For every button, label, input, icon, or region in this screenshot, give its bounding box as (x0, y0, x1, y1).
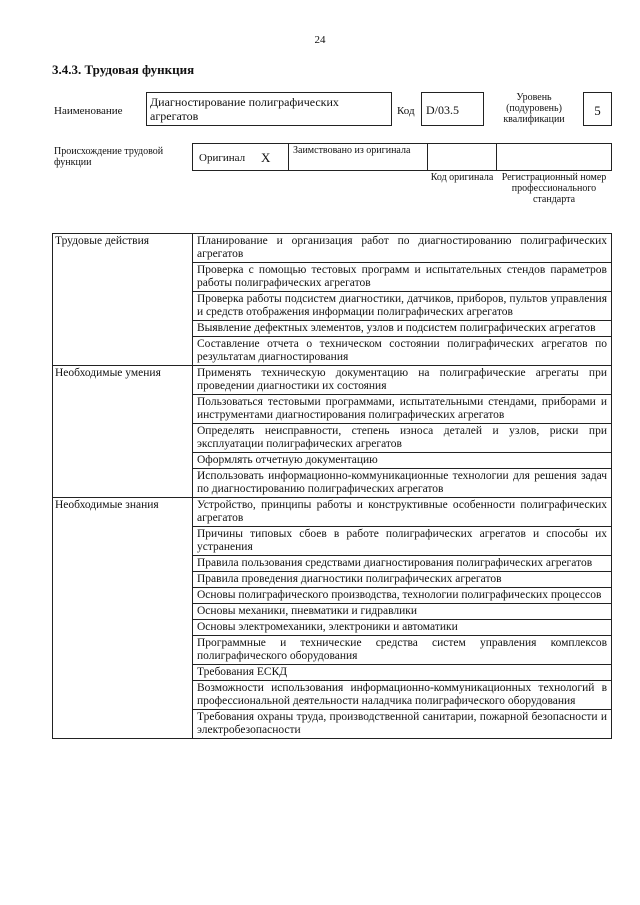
item-cell: Требования ЕСКД (193, 665, 612, 681)
item-cell: Правила проведения диагностики полиграфических агрегатов (193, 572, 612, 588)
table-row (53, 498, 612, 527)
name-value: Диагностирование полиграфических агрегатов (146, 92, 392, 126)
table-row (53, 366, 612, 395)
item-cell: Составление отчета о техническом состоянии полиграфических агрегатов по результатам диагностирования (193, 337, 612, 366)
item-cell: Программные и технические средства систем управления комплексов полиграфического оборудования (193, 636, 612, 665)
item-cell: Правила пользования средствами диагностирования полиграфических агрегатов (193, 556, 612, 572)
item-cell: Основы механики, пневматики и гидравлики (193, 604, 612, 620)
section-title: 3.4.3. Трудовая функция (52, 62, 195, 77)
item-cell: Пользоваться тестовыми программами, испытательными стендами, приборами и инструментами диагностирования полиграфических агрегатов (193, 395, 612, 424)
item-cell: Проверка работы подсистем диагностики, датчиков, приборов, пультов управления и средств отображения информации полиграфических агрегатов (193, 292, 612, 321)
category-cell: Необходимые знания (53, 498, 193, 739)
item-cell: Оформлять отчетную документацию (193, 453, 612, 469)
reg-num-cell (496, 143, 612, 171)
code-orig-cell (427, 143, 497, 171)
item-cell: Проверка с помощью тестовых программ и испытательных стендов параметров работы полиграфических агрегатов (193, 263, 612, 292)
original-cell (192, 143, 289, 171)
original-label: Оригинал (199, 152, 246, 164)
reg-num-label: Регистрационный номер профессионального стандарта (501, 172, 607, 205)
category-cell: Необходимые умения (53, 366, 193, 498)
level-value: 5 (583, 92, 612, 126)
item-cell: Планирование и организация работ по диагностированию полиграфических агрегатов (193, 234, 612, 263)
level-label: Уровень (подуровень) квалификации (503, 92, 565, 125)
original-mark: X (261, 150, 271, 165)
code-label: Код (397, 105, 415, 117)
name-label: Наименование (54, 105, 123, 117)
code-value: D/03.5 (421, 92, 484, 126)
item-cell: Выявление дефектных элементов, узлов и подсистем полиграфических агрегатов (193, 321, 612, 337)
function-table (52, 233, 612, 739)
item-cell: Возможности использования информационно-коммуникационных технологий в профессиональной деятельности наладчика полиграфического оборудования (193, 681, 612, 710)
item-cell: Применять техническую документацию на полиграфические агрегаты при проведении диагностики их состояния (193, 366, 612, 395)
page-number: 24 (314, 34, 326, 46)
item-cell: Использовать информационно-коммуникационные технологии для решения задач по диагностированию полиграфических агрегатов (193, 469, 612, 498)
item-cell: Основы электромеханики, электроники и автоматики (193, 620, 612, 636)
origin-label: Происхождение трудовой функции (54, 146, 164, 168)
item-cell: Определять неисправности, степень износа деталей и узлов, риски при эксплуатации полиграфических агрегатов (193, 424, 612, 453)
borrowed-cell: Заимствовано из оригинала (288, 143, 428, 171)
item-cell: Причины типовых сбоев в работе полиграфических агрегатов и способы их устранения (193, 527, 612, 556)
table-row (53, 234, 612, 263)
category-cell: Трудовые действия (53, 234, 193, 366)
item-cell: Устройство, принципы работы и конструктивные особенности полиграфических агрегатов (193, 498, 612, 527)
code-orig-label: Код оригинала (430, 172, 494, 183)
item-cell: Основы полиграфического производства, технологии полиграфических процессов (193, 588, 612, 604)
item-cell: Требования охраны труда, производственной санитарии, пожарной безопасности и электробезопасности (193, 710, 612, 739)
